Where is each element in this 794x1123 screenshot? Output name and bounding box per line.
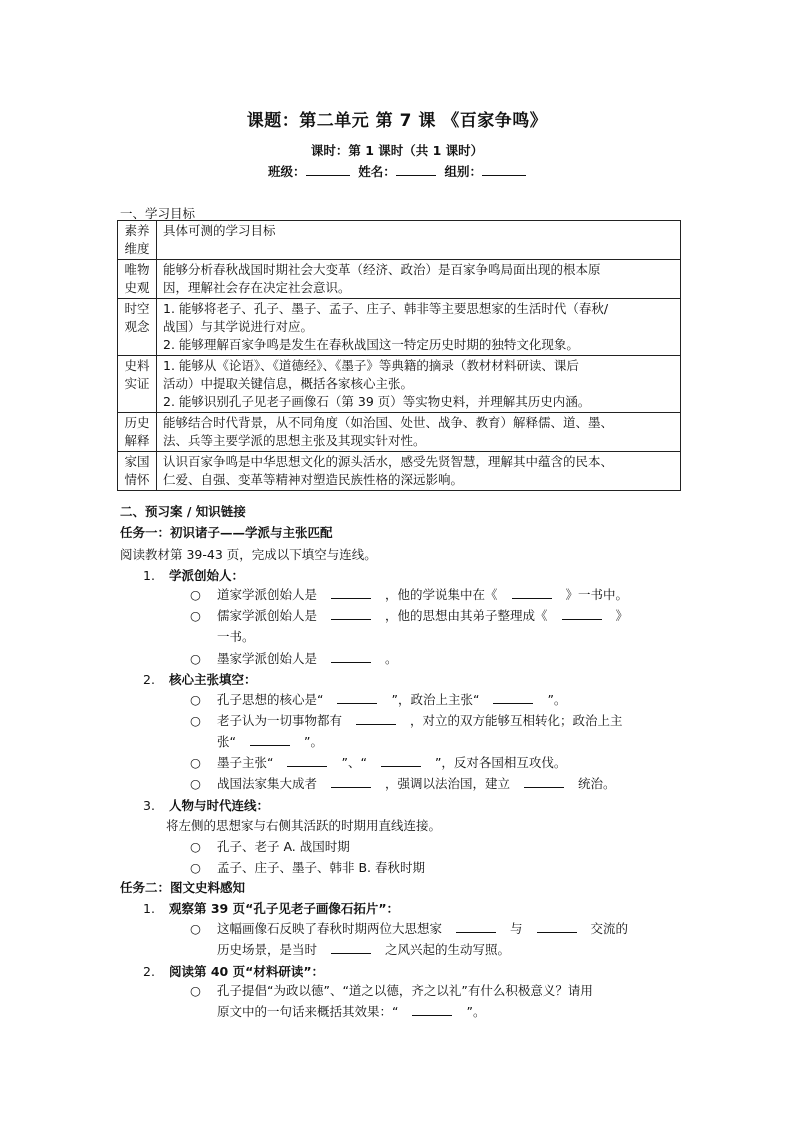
task1-item3: 3. 人物与时代连线： xyxy=(143,798,270,813)
answer-blank[interactable] xyxy=(287,754,327,767)
answer-blank[interactable] xyxy=(381,754,421,767)
bullet-circle-icon: ○ xyxy=(190,755,201,770)
table-key-cell: 家国 情怀 xyxy=(118,452,157,491)
class-blank[interactable] xyxy=(306,163,350,176)
bullet-circle-icon: ○ xyxy=(190,692,201,707)
bullet-circle-icon: ○ xyxy=(190,839,201,854)
bullet-circle-icon: ○ xyxy=(190,608,201,623)
answer-blank[interactable] xyxy=(331,607,371,620)
table-row xyxy=(118,452,681,491)
table-key-cell: 历史 解释 xyxy=(118,413,157,452)
group-label: 组别： xyxy=(444,164,482,179)
list-item: ○ 孟子、庄子、墨子、韩非 B. 春秋时期 xyxy=(190,857,670,878)
task2-item1: 1. 观察第 39 页“孔子见老子画像石拓片”： xyxy=(143,901,400,916)
answer-blank[interactable] xyxy=(337,691,377,704)
answer-blank[interactable] xyxy=(512,586,552,599)
task1-item3-intro: 将左侧的思想家与右侧其活跃的时期用直线连接。 xyxy=(166,818,442,833)
answer-blank[interactable] xyxy=(331,650,371,663)
table-row xyxy=(118,260,681,299)
task1-item2: 2. 核心主张填空： xyxy=(143,672,257,687)
list-item: ○ 孔子思想的核心是“ ”，政治上主张“ ”。 xyxy=(190,689,670,710)
bullet-circle-icon: ○ xyxy=(190,713,201,728)
answer-blank[interactable] xyxy=(331,941,371,954)
table-value-cell: 1. 能够将老子、孔子、墨子、孟子、庄子、韩非等主要思想家的生活时代（春秋/ 战国）与其学说进行对应。 2. 能够理解百家争鸣是发生在春秋战国这一特定历史时期的独特文化现象。 xyxy=(157,299,681,356)
list-item: ○ 孔子提倡“为政以德”、“道之以德，齐之以礼”有什么积极意义？请用 原文中的一句话来概括其效果：“ ”。 xyxy=(190,980,670,1022)
answer-blank[interactable] xyxy=(331,586,371,599)
bullet-circle-icon: ○ xyxy=(190,651,201,666)
table-value-cell: 能够分析春秋战国时期社会大变革（经济、政治）是百家争鸣局面出现的根本原 因，理解社会存在决定社会意识。 xyxy=(157,260,681,299)
task1-intro: 阅读教材第 39-43 页，完成以下填空与连线。 xyxy=(120,547,377,562)
list-item: ○ 这幅画像石反映了春秋时期两位大思想家 与 交流的 历史场景，是当时 之风兴起的生动写照。 xyxy=(190,918,670,960)
list-item: ○ 儒家学派创始人是 ，他的思想由其弟子整理成《 》 一书。 xyxy=(190,605,670,647)
bullet-circle-icon: ○ xyxy=(190,860,201,875)
bullet-circle-icon: ○ xyxy=(190,587,201,602)
answer-blank[interactable] xyxy=(493,691,533,704)
name-label: 姓名： xyxy=(358,164,396,179)
task2-item2: 2. 阅读第 40 页“材料研读”： xyxy=(143,964,325,979)
task2-title: 任务二：图文史料感知 xyxy=(120,880,246,895)
name-blank[interactable] xyxy=(396,163,436,176)
table-value-cell: 认识百家争鸣是中华思想文化的源头活水，感受先贤智慧，理解其中蕴含的民本、 仁爱、自强、变革等精神对塑造民族性格的深远影响。 xyxy=(157,452,681,491)
table-key-cell: 史料 实证 xyxy=(118,356,157,413)
section-heading-preview: 二、预习案 / 知识链接 xyxy=(120,504,246,519)
task1-title: 任务一：初识诸子——学派与主张匹配 xyxy=(120,525,333,540)
answer-blank[interactable] xyxy=(331,775,371,788)
lesson-period: 课时：第 1 课时（共 1 课时） xyxy=(310,143,484,158)
answer-blank[interactable] xyxy=(412,1003,452,1016)
learning-goals-table xyxy=(117,220,681,491)
page-title: 课题：第二单元 第 7 课 《百家争鸣》 xyxy=(246,111,548,131)
student-info-line xyxy=(0,162,794,180)
bullet-circle-icon: ○ xyxy=(190,983,201,998)
answer-blank[interactable] xyxy=(250,733,290,746)
bullet-circle-icon: ○ xyxy=(190,921,201,936)
list-item: ○ 老子认为一切事物都有 ，对立的双方能够互相转化；政治上主 张“ ”。 xyxy=(190,710,670,752)
class-label: 班级： xyxy=(268,164,306,179)
table-row xyxy=(118,413,681,452)
bullet-circle-icon: ○ xyxy=(190,776,201,791)
list-item: ○ 墨家学派创始人是 。 xyxy=(190,648,670,669)
table-value-cell: 具体可测的学习目标 xyxy=(157,221,681,260)
table-row xyxy=(118,356,681,413)
table-value-cell: 1. 能够从《论语》、《道德经》、《墨子》等典籍的摘录（教材材料研读、课后 活动）中提取关键信息，概括各家核心主张。 2. 能够识别孔子见老子画像石（第 39 页）等实物史料，并理解其历史内涵。 xyxy=(157,356,681,413)
list-item: ○ 战国法家集大成者 ，强调以法治国，建立 统治。 xyxy=(190,773,670,794)
table-key-cell: 时空 观念 xyxy=(118,299,157,356)
list-item: ○ 孔子、老子 A. 战国时期 xyxy=(190,836,670,857)
table-key-cell: 素养 维度 xyxy=(118,221,157,260)
section-heading-goals: 一、学习目标 xyxy=(120,206,196,221)
answer-blank[interactable] xyxy=(456,920,496,933)
answer-blank[interactable] xyxy=(524,775,564,788)
list-item: ○ 道家学派创始人是 ，他的学说集中在《 》一书中。 xyxy=(190,584,670,605)
table-value-cell: 能够结合时代背景，从不同角度（如治国、处世、战争、教育）解释儒、道、墨、 法、兵等主要学派的思想主张及其现实针对性。 xyxy=(157,413,681,452)
table-row xyxy=(118,299,681,356)
group-blank[interactable] xyxy=(482,163,526,176)
list-item: ○ 墨子主张“ ”、“ ”，反对各国相互攻伐。 xyxy=(190,752,670,773)
answer-blank[interactable] xyxy=(562,607,602,620)
answer-blank[interactable] xyxy=(356,712,396,725)
task1-item1: 1. 学派创始人： xyxy=(143,568,245,583)
answer-blank[interactable] xyxy=(537,920,577,933)
table-key-cell: 唯物 史观 xyxy=(118,260,157,299)
table-row xyxy=(118,221,681,260)
